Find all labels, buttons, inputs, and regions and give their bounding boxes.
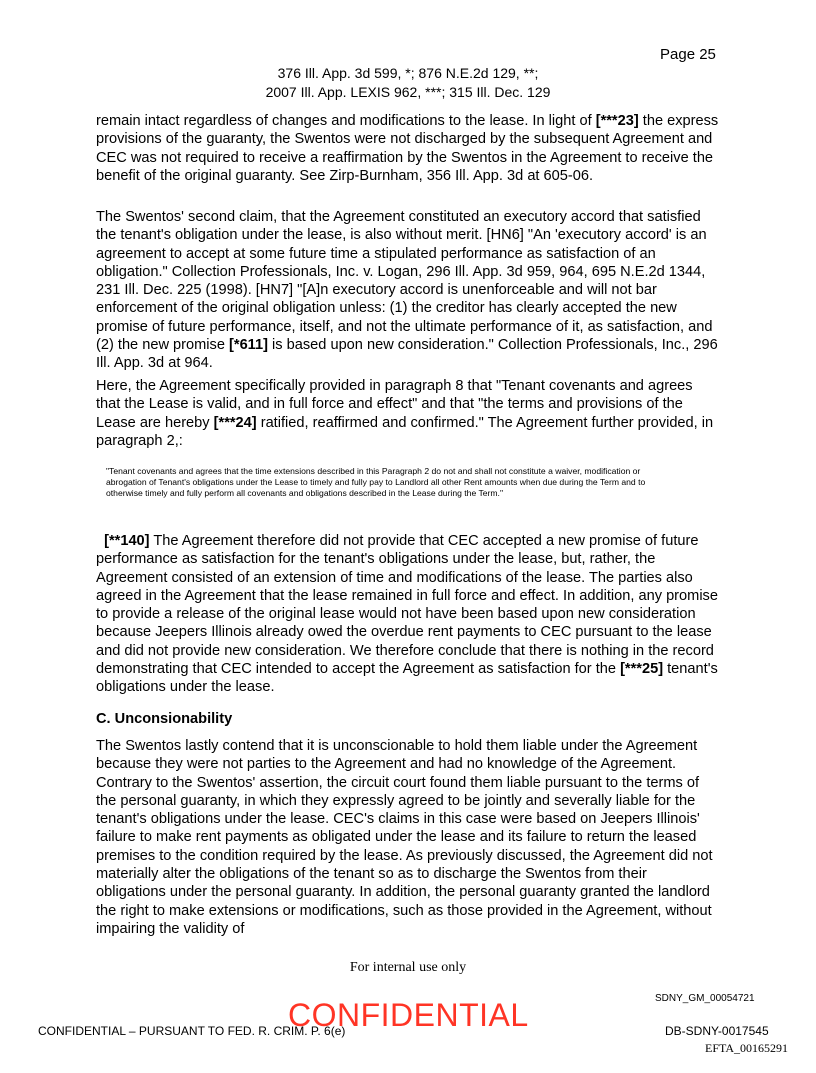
paragraph-text: The Swentos' second claim, that the Agreement constituted an executory accord that satisfied the tenant's obligation under the lease, is also without merit. [HN6] "An 'executory accord' is an agreement to accept at some future time a stipulated performance as satisfaction of an obligation." Collection Professionals, Inc. v. Logan, 296 Ill. App. 3d 959, 964, 695 N.E.2d 1344, 231 Ill. Dec. 225 (1998). [HN7] "[A]n executory accord is unenforceable and will not bar enforcement of the original obligation unless: (1) the creditor has clearly accepted the new promise of future performance, itself, and not the ultimate performance of it, as satisfaction, and (2) the new promise	[96, 209, 713, 354]
bates-number-db: DB-SDNY-0017545	[665, 1024, 769, 1038]
paragraph-2	[96, 208, 720, 373]
paragraph-text: Here, the Agreement specifically provided in paragraph 8 that "Tenant covenants and agrees that the Lease is valid, and in full force and effect" and that "the terms and provisions of the Lease are hereby	[96, 378, 693, 431]
citation-line-1: 376 Ill. App. 3d 599, *; 876 N.E.2d 129, **;	[277, 65, 539, 81]
page-marker: [**140]	[104, 533, 150, 549]
confidential-stamp: CONFIDENTIAL	[288, 997, 529, 1033]
paragraph-4	[96, 532, 720, 697]
confidentiality-notice: CONFIDENTIAL – PURSUANT TO FED. R. CRIM. P. 6(e)	[38, 1024, 346, 1038]
page-marker: [*611]	[229, 337, 268, 354]
bates-number-gm: SDNY_GM_00054721	[655, 993, 755, 1004]
paragraph-text: remain intact regardless of changes and modifications to the lease. In light of	[96, 113, 596, 129]
paragraph-text: the express provisions of the guaranty, the Swentos were not discharged by the subsequent Agreement and CEC was not required to receive a reaffirmation by the Swentos in the Agreement to receive the benefit of the original guaranty. See Zirp-Burnham, 356 Ill. App. 3d at 605-06.	[96, 113, 719, 184]
page-marker: [***25]	[620, 661, 664, 678]
paragraph-text: tenant's obligations under the lease.	[96, 661, 718, 696]
internal-use-notice: For internal use only	[349, 960, 467, 975]
paragraph-3	[96, 377, 720, 450]
citation-line-2: 2007 Ill. App. LEXIS 962, ***; 315 Ill. Dec. 129	[265, 84, 551, 100]
paragraph-1	[96, 112, 720, 185]
paragraph-text: ratified, reaffirmed and confirmed." The Agreement further provided, in paragraph 2,:	[96, 414, 714, 449]
paragraph-text: The Swentos lastly contend that it is unconscionable to hold them liable under the Agreement because they were not parties to the Agreement and had no knowledge of the Agreement. Contrary to the Swentos' assertion, the circuit court found them liable pursuant to the terms of the personal guaranty, in which they expressly agreed to be jointly and severally liable for the tenant's obligations under the lease. CEC's claims in this case were based on Jeepers Illinois' failure to make rent payments as obligated under the lease and its failure to return the leased premises to the condition required by the lease. As previously discussed, the Agreement did not materially alter the obligations of the tenant so as to discharge the Swentos from their obligations under the personal guaranty. In addition, the personal guaranty granted the landlord the right to make extensions or modifications, such as those provided in the Agreement, without impairing the validity of	[96, 738, 713, 937]
page-marker: [***23]	[595, 113, 639, 129]
section-heading: C. Unconsionability	[96, 711, 233, 727]
paragraph-5	[96, 737, 720, 938]
page-number: Page 25	[660, 46, 716, 63]
block-quote: "Tenant covenants and agrees that the time extensions described in this Paragraph 2 do not and shall not constitute a waiver, modification or abrogation of Tenant's obligations under the Lease to timely and fully pay to Landlord all other Rent amounts when due during the Term and to otherwise timely and fully perform all covenants and obligations described in the Lease during the Term."	[106, 466, 646, 498]
paragraph-text: is based upon new consideration." Collection Professionals, Inc., 296 Ill. App. 3d at 964.	[96, 337, 718, 372]
paragraph-text: The Agreement therefore did not provide that CEC accepted a new promise of future performance as satisfaction for the tenant's obligations under the lease, but, rather, the Agreement consisted of an extension of time and modifications of the lease. The parties also agreed in the Agreement that the lease remained in full force and effect. In addition, any promise to provide a release of the original lease would not have been based upon new consideration because Jeepers Illinois already owed the overdue rent payments to CEC pursuant to the lease and did not provide new consideration. We therefore conclude that there is nothing in the record demonstrating that CEC intended to accept the Agreement as satisfaction for the	[96, 533, 718, 678]
page-marker: [***24]	[213, 414, 257, 431]
bates-number-efta: EFTA_00165291	[705, 1041, 789, 1055]
